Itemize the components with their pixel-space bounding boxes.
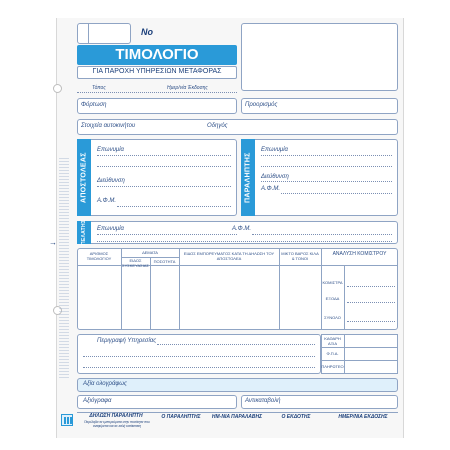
invoice-form bbox=[49, 18, 404, 438]
col-divider-2 bbox=[150, 257, 151, 330]
expenses-amount-line[interactable] bbox=[347, 302, 395, 303]
receiver-vat-label: Α.Φ.Μ. bbox=[261, 186, 281, 192]
date-label: Ημερ/νία Έκδοσης bbox=[167, 85, 208, 91]
col-divider-4 bbox=[279, 248, 280, 330]
issuer-signature-label[interactable]: Ο ΕΚΔΟΤΗΣ bbox=[281, 414, 311, 420]
place-date-line[interactable] bbox=[77, 92, 237, 93]
receiver-name-label: Επωνυμία bbox=[261, 147, 288, 153]
client-vat-line[interactable] bbox=[252, 234, 392, 235]
receiver-name-line-2[interactable] bbox=[261, 166, 392, 167]
publisher-logo-icon bbox=[61, 414, 73, 426]
table-header-divider bbox=[77, 265, 321, 266]
vehicle-label: Στοιχεία αυτοκινήτου bbox=[81, 123, 136, 129]
payable-label: ΠΛΗΡΩΤΕΟ bbox=[321, 364, 344, 369]
service-description-label: Περιγραφή Υπηρεσίας bbox=[97, 338, 157, 344]
header-quantity: ΠΟΣΟΤΗΤΑ bbox=[153, 259, 176, 264]
issue-date-label[interactable]: ΗΜΕΡ/ΝΙΑ ΕΚΔΟΣΗΣ bbox=[338, 414, 388, 420]
col-divider-3 bbox=[179, 248, 180, 330]
remarks-label: Αξιόγραφα bbox=[83, 398, 112, 404]
sender-address-line[interactable] bbox=[97, 186, 231, 187]
issuer-info-box[interactable] bbox=[241, 23, 398, 91]
total-label: ΣΥΝΟΛΟ bbox=[324, 315, 341, 320]
expenses-label: ΕΞΟΔΑ bbox=[325, 296, 340, 301]
header-weight: ΜΙΚΤΟ ΒΑΡΟΣ ΚΙΛΑ & ΤΟΝΟΙ bbox=[281, 251, 319, 261]
client-title: ΠΕΛΑΤΗΣ bbox=[77, 221, 91, 244]
series-box[interactable] bbox=[77, 23, 89, 44]
place-label: Τόπος bbox=[92, 85, 106, 91]
side-legal-text bbox=[59, 158, 69, 378]
service-description-line-1[interactable] bbox=[157, 344, 315, 345]
client-name-label: Επωνυμία bbox=[97, 226, 124, 232]
sender-title: ΑΠΟΣΤΟΛΕΑΣ bbox=[77, 139, 91, 216]
header-invoice-number: ΑΡΙΘΜΟΣ ΤΙΜΟΛΟΓΙΟΥ bbox=[86, 251, 112, 261]
total-amount-line[interactable] bbox=[347, 321, 395, 322]
sender-address-label: Διεύθυνση bbox=[97, 178, 125, 184]
totals-divider bbox=[344, 334, 345, 374]
receipt-date-label[interactable]: ΗΜ-ΝΙΑ ΠΑΡΑΛΑΒΗΣ bbox=[211, 414, 263, 420]
receiver-address-label: Διεύθυνση bbox=[261, 174, 289, 180]
sender-vat-label: Α.Φ.Μ. bbox=[97, 198, 117, 204]
analysis-divider bbox=[321, 265, 398, 266]
receiver-signature-label[interactable]: Ο ΠΑΡΑΛΗΠΤΗΣ bbox=[161, 414, 201, 420]
freight-amount-line[interactable] bbox=[347, 286, 395, 287]
receiver-statement-title: ΔΗΛΩΣΗ ΠΑΡΑΛΗΠΤΗ bbox=[89, 413, 143, 419]
vat-amount-label: Φ.Π.Α. bbox=[326, 351, 339, 356]
sender-vat-line[interactable] bbox=[117, 206, 231, 207]
totals-row-1 bbox=[321, 347, 398, 348]
loading-label: Φόρτωση bbox=[81, 102, 107, 108]
cash-on-delivery-label: Αντικαταβολή bbox=[245, 398, 281, 404]
client-line-2[interactable] bbox=[97, 241, 392, 242]
client-name-line[interactable] bbox=[97, 234, 237, 235]
page-title: ΤΙΜΟΛΟΓΙΟ bbox=[77, 45, 237, 65]
header-packaging-kind: ΕΙΔΟΣ ΣΥΣΚΕΥΑΣΙΑΣ bbox=[122, 258, 149, 268]
value-in-words-label: Αξία ολογράφως bbox=[83, 381, 127, 387]
driver-label: Οδηγός bbox=[207, 123, 228, 129]
header-goods: ΕΙΔΟΣ ΕΜΠΟΡΕΥΜΑΤΟΣ ΚΑΤΑ ΤΗ ΔΗΛΩΣΗ ΤΟΥ ΑΠΟΣΤΟΛΕΑ bbox=[183, 251, 275, 261]
receiver-vat-line[interactable] bbox=[281, 193, 392, 194]
sender-name-line[interactable] bbox=[97, 155, 231, 156]
destination-label: Προορισμός bbox=[245, 102, 278, 108]
receiver-address-line[interactable] bbox=[261, 181, 392, 182]
totals-row-2 bbox=[321, 360, 398, 361]
service-description-line-3[interactable] bbox=[83, 367, 315, 368]
service-description-line-2[interactable] bbox=[83, 356, 315, 357]
receiver-statement-text: Παρέλαβα τα εμπορεύματα στην ποσότητα που αναφέρεται και σε καλή κατάσταση bbox=[84, 420, 150, 428]
binding-hole-top bbox=[53, 84, 62, 93]
client-vat-label: Α.Φ.Μ. bbox=[232, 226, 252, 232]
receiver-title: ΠΑΡΑΛΗΠΤΗΣ bbox=[241, 139, 255, 216]
header-packages: ΔΕΜΑΤΑ bbox=[142, 250, 158, 255]
freight-label: ΚΟΜΙΣΤΡΑ bbox=[322, 280, 343, 285]
subtitle: ΓΙΑ ΠΑΡΟΧΗ ΥΠΗΡΕΣΙΩΝ ΜΕΤΑΦΟΡΑΣ bbox=[92, 68, 222, 75]
header-freight-analysis: ΑΝΑΛΥΣΗ ΚΟΜΙΣΤΡΟΥ bbox=[332, 251, 387, 257]
sender-name-line-2[interactable] bbox=[97, 166, 231, 167]
col-divider-6 bbox=[344, 265, 345, 330]
number-label: No bbox=[141, 27, 153, 37]
net-value-label: ΚΑΘΑΡΗ ΑΞΙΑ bbox=[324, 336, 341, 346]
side-arrow-icon: → bbox=[49, 238, 57, 247]
sender-name-label: Επωνυμία bbox=[97, 147, 124, 153]
receiver-name-line[interactable] bbox=[261, 155, 392, 156]
